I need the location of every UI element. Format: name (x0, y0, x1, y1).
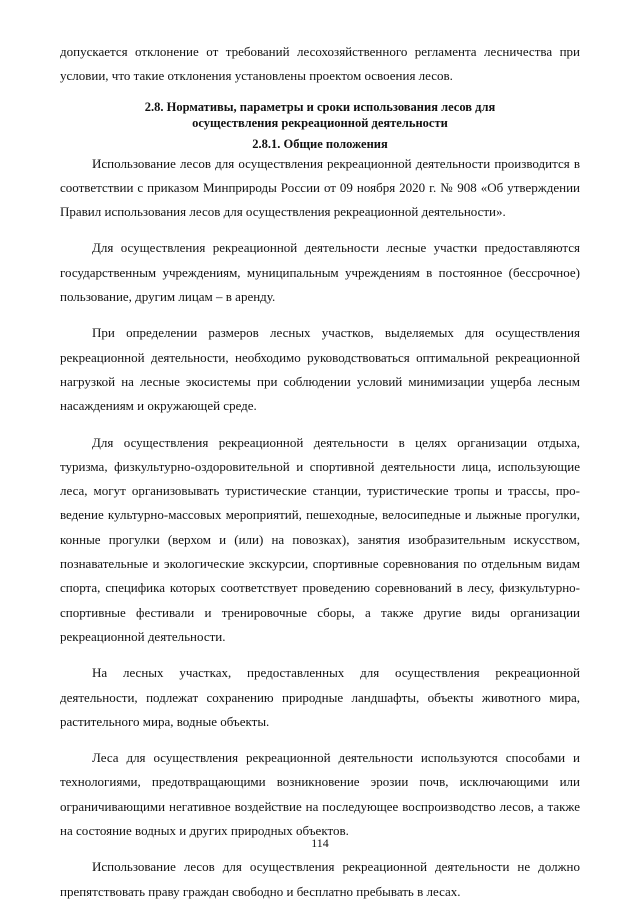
page-number: 114 (311, 836, 329, 850)
paragraph-6: Леса для осуществления рекреационной деятельности используются способами и технологиями, предотвращающими возникновение эрозии почв, исключающими или ограничивающими негативное воздействие на последующее воспроизводство лесов, а также на состояние водных и других природных объектов. (60, 750, 580, 839)
section-heading (60, 99, 580, 132)
paragraph-2: Для осуществления рекреационной деятельности лесные участки предоставляются государственным учреждениям, муниципальным учреждениям в постоянное (бессрочное) пользование, другим лицам – в аренду. (60, 240, 580, 305)
paragraph-3: При определении размеров лесных участков, выделяемых для осуществления рекреационной деятельности, необходимо руководствоваться оптимальной рекреационной нагрузкой на лесные экосистемы при соблюдении условий минимизации ущерба лесным насаждениям и окружающей среде. (60, 325, 580, 414)
paragraph-1: Использование лесов для осуществления рекреационной деятельности производится в соответствии с приказом Минприроды России от 09 ноября 2020 г. № 908 «Об утверждении Правил использования лесов для осуществления рекреационной деятельности». (60, 155, 580, 220)
page-content (60, 40, 580, 904)
paragraph-7: Использование лесов для осуществления рекреационной деятельности не должно препятствовать праву граждан свободно и бесплатно пребывать в лесах. (60, 859, 580, 899)
intro-paragraph: допускается отклонение от требований лесохозяйственного регламента лесничества при условии, что такие отклонения установлены проектом освоения лесов. (60, 44, 580, 84)
paragraph-4: Для осуществления рекреационной деятельности в целях организации отдыха, туризма, физкультурно-оздоровительной и спортивной деятельности лица, использующие леса, могут организовывать туристические станции, туристические тропы и трассы, про-ведение культурно-массовых мероприятий, пешеходные, велосипедные и лыжные прогулки, конные прогулки (верхом и (или) на повозках), занятия изобразительным искусством, познавательные и экологические экскурсии, спортивные соревнования по отдельным видам спорта, специфика которых соответствует проведению соревнований в лесу, физкультурно-спортивные фестивали и тренировочные сборы, а также другие виды организации рекреационной деятельности. (60, 434, 580, 644)
paragraph-5: На лесных участках, предоставленных для осуществления рекреационной деятельности, подлежат сохранению природные ландшафты, объекты животного мира, растительного мира, водные объекты. (60, 665, 580, 729)
subsection-heading: 2.8.1. Общие положения (252, 136, 388, 151)
section-heading-line-2: осуществления рекреационной деятельности (192, 116, 448, 131)
section-heading-line-1: 2.8. Нормативы, параметры и сроки использования лесов для (144, 99, 496, 114)
